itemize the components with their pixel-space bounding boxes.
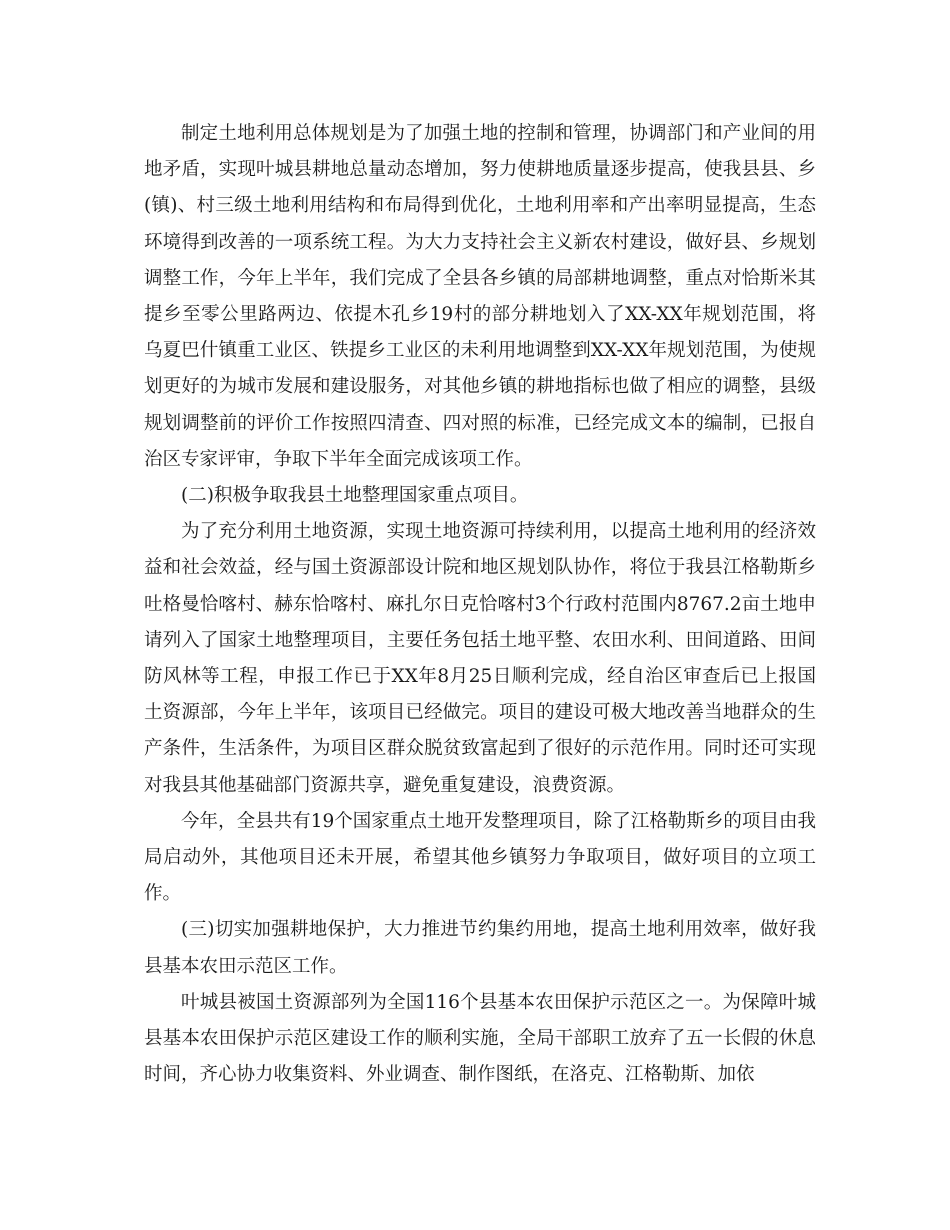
section-heading-2: (二)积极争取我县土地整理国家重点项目。 <box>181 485 529 507</box>
section-heading-3: (三)切实加强耕地保护，大力推进节约集约用地，提高土地利用效率，做好我县基本农田示范区工作。 <box>144 919 816 977</box>
document-body <box>144 116 816 1093</box>
paragraph-key-projects: 今年，全县共有19个国家重点土地开发整理项目，除了江格勒斯乡的项目由我局启动外，其他项目还未开展，希望其他乡镇努力争取项目，做好项目的立项工作。 <box>144 810 816 905</box>
paragraph-farmland-demo: 叶城县被国土资源部列为全国116个县基本农田保护示范区之一。为保障叶城县基本农田保护示范区建设工作的顺利实施，全局干部职工放弃了五一长假的休息时间，齐心协力收集资料、外业调查、制作图纸，在洛克、江格勒斯、加依 <box>144 991 816 1086</box>
paragraph-land-planning: 制定土地利用总体规划是为了加强土地的控制和管理，协调部门和产业间的用地矛盾，实现叶城县耕地总量动态增加，努力使耕地质量逐步提高，使我县县、乡(镇)、村三级土地利用结构和布局得到优化，土地利用率和产出率明显提高，生态环境得到改善的一项系统工程。为大力支持社会主义新农村建设，做好县、乡规划调整工作，今年上半年，我们完成了全县各乡镇的局部耕地调整，重点对恰斯米其提乡至零公里路两边、依提木孔乡19村的部分耕地划入了XX-XX年规划范围，将乌夏巴什镇重工业区、铁提乡工业区的未利用地调整到XX-XX年规划范围，为使规划更好的为城市发展和建设服务，对其他乡镇的耕地指标也做了相应的调整，县级规划调整前的评价工作按照四清查、四对照的标准，已经完成文本的编制，已报自治区专家评审，争取下半年全面完成该项工作。 <box>144 123 816 470</box>
paragraph-land-consolidation: 为了充分利用土地资源，实现土地资源可持续利用，以提高土地利用的经济效益和社会效益，经与国土资源部设计院和地区规划队协作，将位于我县江格勒斯乡吐格曼恰喀村、赫东恰喀村、麻扎尔日克恰喀村3个行政村范围内8767.2亩土地申请列入了国家土地整理项目，主要任务包括土地平整、农田水利、田间道路、田间防风林等工程，申报工作已于XX年8月25日顺利完成，经自治区审查后已上报国土资源部，今年上半年，该项目已经做完。项目的建设可极大地改善当地群众的生产条件，生活条件，为项目区群众脱贫致富起到了很好的示范作用。同时还可实现对我县其他基础部门资源共享，避免重复建设，浪费资源。 <box>144 521 816 796</box>
